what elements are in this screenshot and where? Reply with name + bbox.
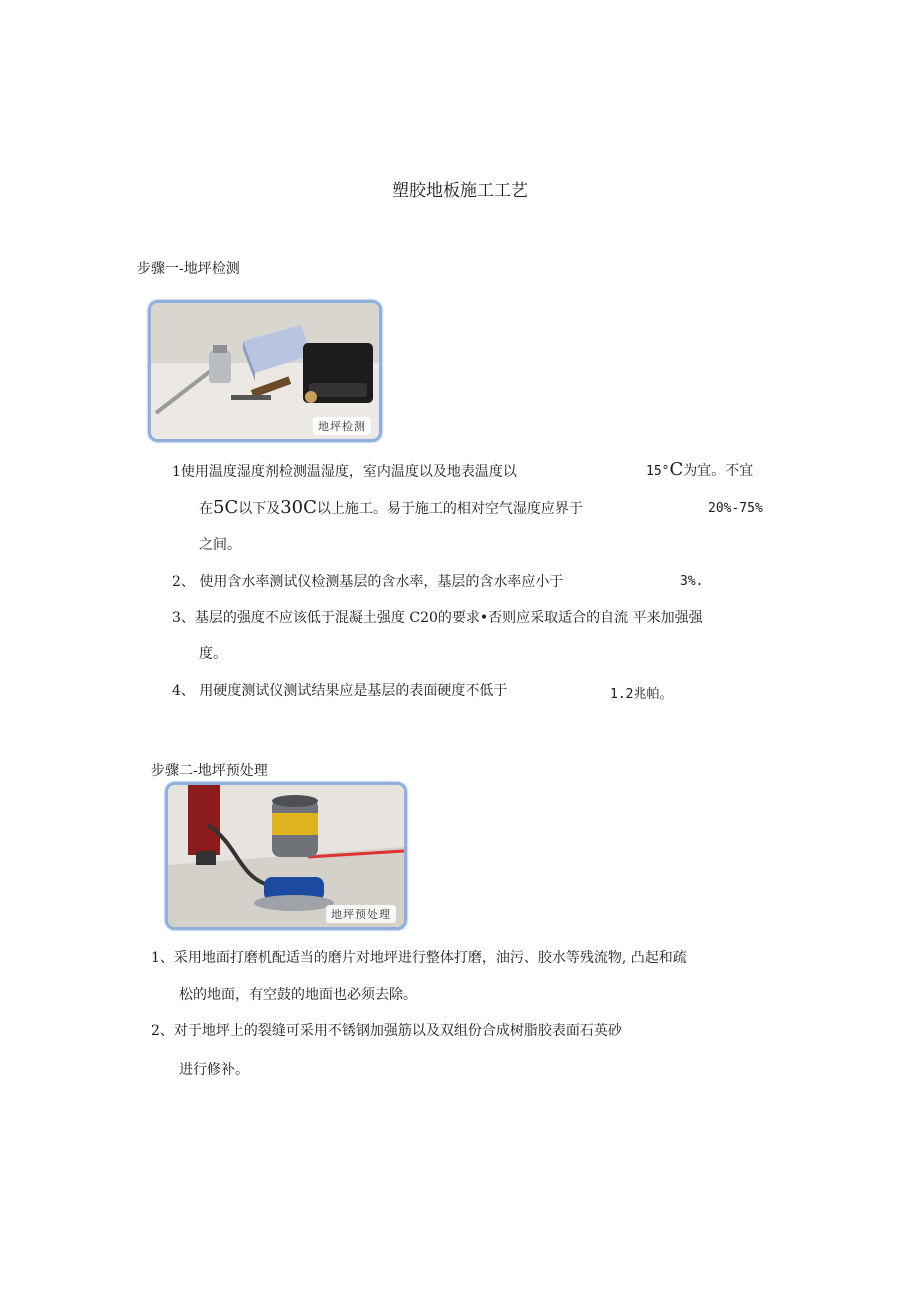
photo-caption: 地坪检测 [313,417,371,435]
step2-heading: 步骤二-地坪预处理 [151,763,268,779]
step1-heading: 步骤一-地坪检测 [137,261,240,277]
step2-item1-line1: 1、采用地面打磨机配适当的磨片对地坪进行整体打磨，油污、胶水等残流物, 凸起和疏 [151,950,687,966]
step1-item4-value: 1.2兆帕。 [610,687,673,702]
step2-item2-line1: 2、对于地坪上的裂缝可采用不锈钢加强筋以及双组份合成树脂胶表面石英砂 [151,1023,622,1039]
floor-preparation-photo [165,782,407,930]
step1-item3-line1: 3、基层的强度不应该低于混凝土强度 C20的要求•否则应采取适合的自流 平来加强强 [172,610,703,626]
step1-item1-line3: 之间。 [199,537,241,553]
step1-item4: 4、 用硬度测试仪测试结果应是基层的表面硬度不低于 [172,683,508,699]
photo-caption: 地坪预处理 [326,905,396,923]
step1-item2: 2、 使用含水率测试仪检测基层的含水率，基层的含水率应小于 [172,574,564,590]
step2-item2-line2: 进行修补。 [179,1062,249,1078]
step1-item1-line2: 在5C以下及30C以上施工。易于施工的相对空气湿度应界于 [199,497,583,518]
step2-item1-line2: 松的地面，有空鼓的地面也必须去除。 [179,987,417,1003]
step1-item1-temp: 15°C为宜。不宜 [646,459,754,480]
page-title: 塑胶地板施工工艺 [392,181,528,201]
floor-inspection-photo [148,300,382,442]
step1-item1-humidity: 20%-75% [708,501,763,516]
step1-item1-line1: 1使用温度湿度剂检测温湿度，室内温度以及地表温度以 [172,464,517,480]
step1-item2-value: 3%. [680,574,704,589]
step1-item3-line2: 度。 [199,646,227,662]
